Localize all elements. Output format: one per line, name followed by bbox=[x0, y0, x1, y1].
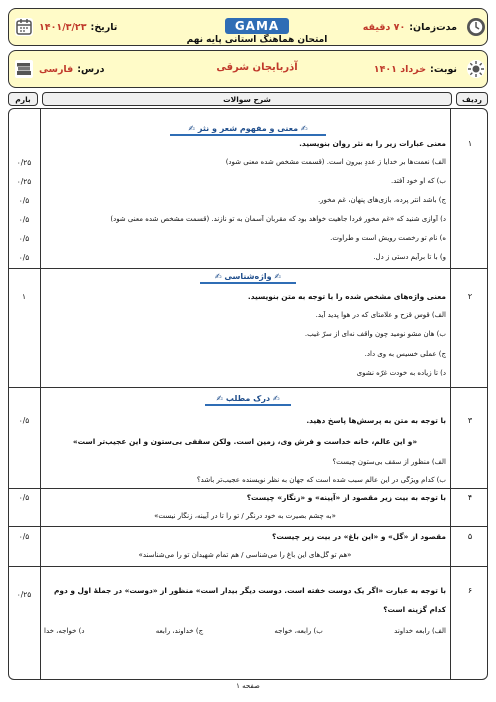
session bbox=[374, 51, 457, 87]
q1-score: ۰/۵ bbox=[18, 215, 30, 224]
q1-score: ۰/۲۵ bbox=[16, 177, 32, 186]
session-value: خرداد ۱۴۰۱ bbox=[373, 63, 427, 75]
q3-line: ب) کدام ویژگی در این عالم سبب شده است که جهان به نظر نویسنده عجیب‌تر باشد؟ bbox=[196, 476, 446, 484]
q6-number: ۶ bbox=[467, 586, 473, 595]
q1-line: ج) باشد انتر پرده، بازی‌های پنهان، غم مخور. bbox=[317, 196, 446, 204]
q2-line: ج) عملی خسیس به وی داد. bbox=[364, 350, 446, 358]
sun-icon bbox=[467, 60, 485, 78]
row-divider bbox=[8, 268, 488, 269]
province: آذربایجان شرقی bbox=[216, 62, 298, 73]
col-radif: ردیف bbox=[456, 92, 488, 106]
q1-instruction: معنی عبارات زیر را به نثر روان بنویسید. bbox=[299, 139, 446, 148]
q2-line: د) تا زیاده به خودت غرّه نشوی bbox=[356, 369, 446, 377]
q1-score: ۰/۵ bbox=[18, 234, 30, 243]
q2-number: ۲ bbox=[467, 292, 473, 301]
duration-label: مدت‌زمان: bbox=[409, 21, 457, 33]
header-row-1 bbox=[8, 8, 488, 46]
exam-title: امتحان هماهنگ استانی پایه نهم bbox=[186, 35, 328, 45]
duration bbox=[363, 9, 457, 45]
q1-score: ۰/۵ bbox=[18, 253, 30, 262]
books-icon bbox=[15, 60, 33, 78]
q3-line: الف) منظور از سقف بی‌ستون چیست؟ bbox=[332, 458, 446, 466]
section-underline bbox=[200, 282, 296, 284]
header-row-2 bbox=[8, 50, 488, 88]
section-title-1: ✍ معنی و مفهوم شعر و نثر ✍ bbox=[188, 124, 308, 133]
q1-number: ۱ bbox=[467, 139, 473, 148]
q6-options bbox=[44, 627, 446, 635]
row-divider bbox=[8, 488, 488, 489]
row-divider bbox=[8, 566, 488, 567]
q4-instruction: با توجه به بیت زیر مقصود از «آیینه» و «زنگار» چیست؟ bbox=[246, 493, 446, 502]
q6-option: ج) خداوند، رابعه bbox=[155, 627, 204, 635]
q5-quote: «هم تو گل‌های این باغ را می‌شناسی / هم تمام شهیدان تو را می‌شناسند» bbox=[138, 551, 352, 559]
divider bbox=[40, 108, 41, 680]
session-label: نوبت: bbox=[430, 63, 457, 75]
subject-value: فارسی bbox=[39, 63, 74, 75]
q6-option: ب) رابعه، خواجه bbox=[274, 627, 323, 635]
q5-number: ۵ bbox=[467, 532, 473, 541]
q1-line: د) آوازی شنید که «غم مخور فردا جاهیت خواهد بود که مقربان آسمان به تو نازند. (قسمت مشخص شده معنی شود) bbox=[110, 215, 446, 223]
subject-label: درس: bbox=[77, 63, 105, 75]
q2-score: ۱ bbox=[21, 292, 27, 301]
q3-instruction: با توجه به متن به پرسش‌ها پاسخ دهید. bbox=[306, 416, 446, 425]
section-underline bbox=[205, 404, 291, 406]
q2-instruction: معنی واژه‌های مشخص شده را با توجه به متن بنویسید. bbox=[247, 292, 446, 301]
q3-score: ۰/۵ bbox=[18, 416, 30, 425]
subject bbox=[39, 51, 104, 87]
date-value: ۱۴۰۱/۳/۲۳ bbox=[39, 21, 87, 33]
q5-instruction: مقصود از «گل» و «این باغ» در بیت زیر چیست؟ bbox=[272, 532, 446, 541]
row-divider bbox=[8, 387, 488, 388]
q1-score: ۰/۲۵ bbox=[16, 158, 32, 167]
q2-line: ب) هان مشو نومید چون واقف نه‌ای از سرّ غیب. bbox=[304, 330, 446, 338]
date bbox=[39, 9, 117, 45]
divider bbox=[450, 108, 451, 680]
col-sharh: شرح سوالات bbox=[42, 92, 452, 106]
q1-score: ۰/۵ bbox=[18, 196, 30, 205]
q1-line: الف) نعمت‌ها بر خدایا ز عددِ بیرون است. (قسمت مشخص شده معنی شود) bbox=[225, 158, 446, 166]
q3-quote: «و این عالم، خانه خداست و فرش وی، زمین است. ولکن سقفی بی‌ستون و این عجیب‌تر است» bbox=[72, 437, 418, 446]
clock-icon bbox=[467, 18, 485, 36]
col-barom: بارم bbox=[8, 92, 38, 106]
q5-score: ۰/۵ bbox=[18, 532, 30, 541]
duration-value: ۷۰ دقیقه bbox=[362, 21, 406, 33]
q4-number: ۴ bbox=[467, 493, 473, 502]
section-title-2: ✍ واژه‌شناسی ✍ bbox=[214, 272, 282, 281]
q6-score: ۰/۲۵ bbox=[16, 590, 32, 599]
section-underline bbox=[170, 134, 326, 136]
page-footer: صفحه ۱ bbox=[236, 682, 260, 690]
exam-header bbox=[159, 15, 355, 45]
table-header bbox=[8, 92, 488, 106]
calendar-icon bbox=[15, 18, 33, 36]
q6-option: د) خواجه، خدا bbox=[44, 627, 85, 635]
q6-instruction-cont: کدام گزینه است؟ bbox=[383, 605, 446, 614]
q3-number: ۳ bbox=[467, 416, 473, 425]
q2-line: الف) قوس قزح و علامتای که در هوا پدید آید. bbox=[315, 311, 446, 319]
logo: GAMA bbox=[225, 18, 289, 34]
q1-line: ه) نام تو رخصت رویش است و طراوت. bbox=[330, 234, 446, 242]
q6-instruction: با توجه به عبارت «اگر یک دوست خفته است. دوست دیگر بیدار است» منظور از «دوست» در جملهٔ اول و دوم bbox=[53, 586, 446, 595]
q1-line: و) با تا برآیم دستی ز دل. bbox=[373, 253, 446, 261]
q1-line: ب) که او خود آفتد. bbox=[391, 177, 446, 185]
row-divider bbox=[8, 526, 488, 527]
section-title-3: ✍ درک مطلب ✍ bbox=[216, 394, 280, 403]
date-label: تاریخ: bbox=[90, 21, 118, 33]
q4-quote: «به چشم بصیرت به خود درنگر / تو را تا در آیینه، زنگار نیست» bbox=[154, 512, 336, 520]
q4-score: ۰/۵ bbox=[18, 493, 30, 502]
q6-option: الف) رابعه خداوند bbox=[394, 627, 446, 635]
